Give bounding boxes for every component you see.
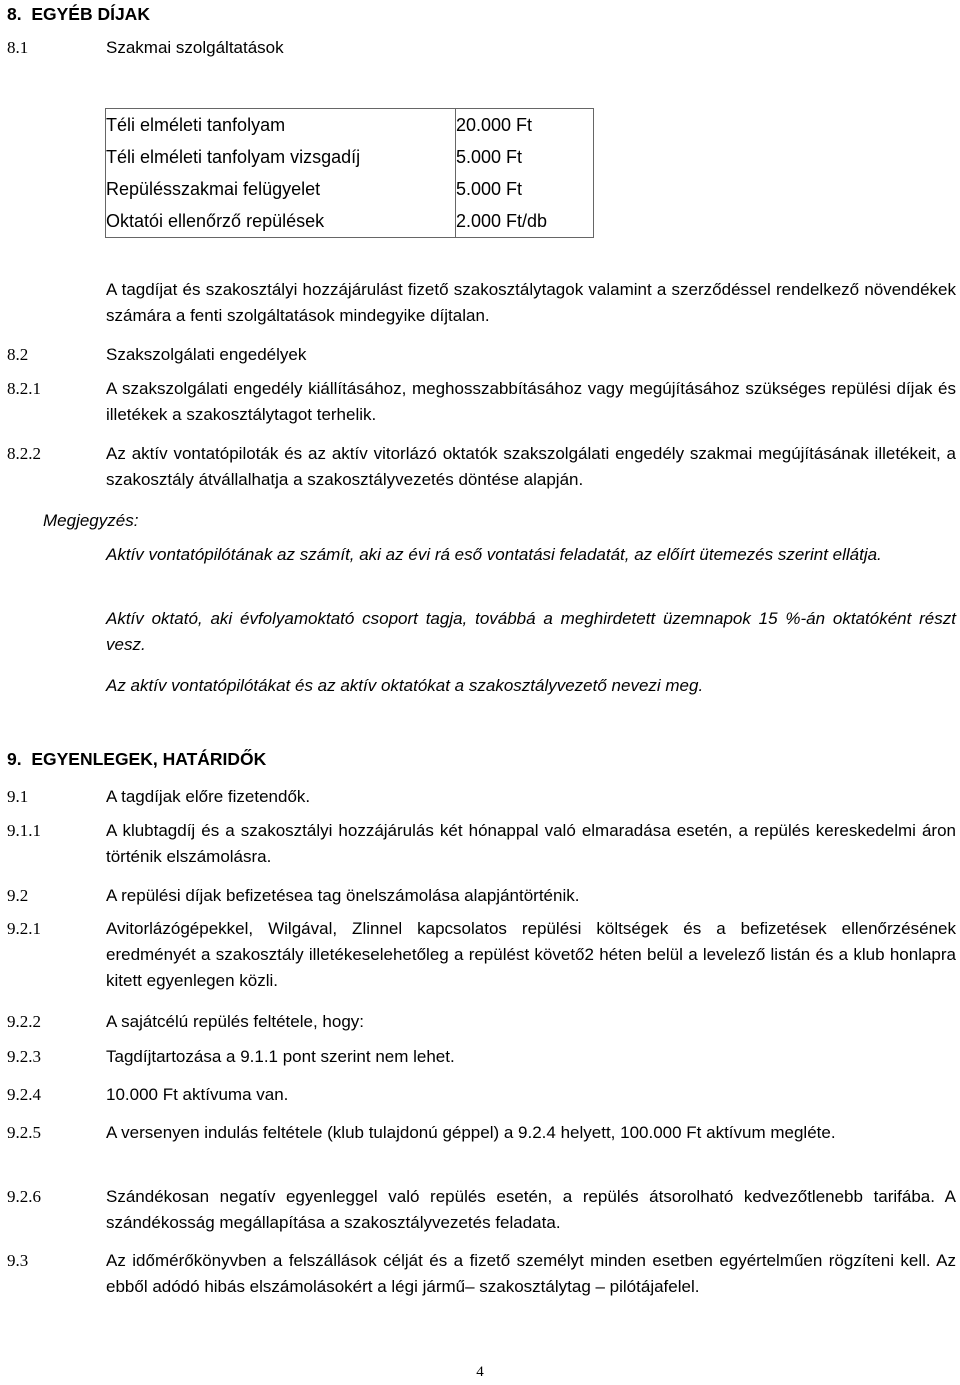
item-text: 10.000 Ft aktívuma van. bbox=[106, 1085, 289, 1104]
remark-paragraph: Az aktív vontatópilótákat és az aktív oktatókat a szakosztályvezető nevezi meg. bbox=[106, 676, 704, 695]
item-text: A repülési díjak befizetésea tag önelszámolása alapjántörténik. bbox=[106, 886, 580, 905]
item-number: 9.2.3 bbox=[7, 1047, 41, 1066]
item-8-2-1-text: A szakszolgálati engedély kiállításához, meghosszabbításához vagy megújításához szükséges repülési díjak és illetékek a szakosztálytagot terhelik. bbox=[106, 379, 956, 424]
remark-label: Megjegyzés: bbox=[43, 511, 139, 530]
item-number: 9.3 bbox=[7, 1251, 29, 1270]
fee-name: Téli elméleti tanfolyam vizsgadíj bbox=[106, 147, 361, 167]
item-text: A tagdíjak előre fizetendők. bbox=[106, 787, 311, 806]
item-8-2-2-number: 8.2.2 bbox=[7, 444, 41, 463]
fees-table bbox=[105, 108, 594, 238]
item-number: 9.1.1 bbox=[7, 821, 41, 840]
fee-name: Téli elméleti tanfolyam bbox=[106, 115, 286, 135]
item-text: Tagdíjtartozása a 9.1.1 pont szerint nem lehet. bbox=[106, 1047, 455, 1066]
fee-name: Repülésszakmai felügyelet bbox=[106, 179, 321, 199]
fee-price: 5.000 Ft bbox=[456, 179, 523, 199]
fees-row bbox=[106, 109, 594, 238]
page-number: 4 bbox=[476, 1364, 484, 1380]
item-text: A versenyen indulás feltétele (klub tulajdonú géppel) a 9.2.4 helyett, 100.000 Ft aktívum megléte. bbox=[106, 1123, 836, 1142]
remark-paragraph: Aktív oktató, aki évfolyamoktató csoport tagja, továbbá a meghirdetett üzemnapok 15 %-án oktatóként részt vesz. bbox=[106, 609, 956, 654]
fee-names-cell bbox=[106, 109, 456, 238]
item-text: Szándékosan negatív egyenleggel való repülés esetén, a repülés átsorolható kedvezőtlenebb tarifába. A szándékosság megállapítása a szakosztályvezetés feladata. bbox=[106, 1187, 956, 1232]
item-number: 9.2.1 bbox=[7, 919, 41, 938]
item-text: A klubtagdíj és a szakosztályi hozzájárulás két hónappal való elmaradása esetén, a repülés kereskedelmi áron történik elszámolásra. bbox=[106, 821, 956, 866]
item-number: 9.2.4 bbox=[7, 1085, 41, 1104]
section-8-1-number: 8.1 bbox=[7, 38, 29, 57]
item-text: Az időmérőkönyvben a felszállások célját és a fizető személyt minden esetben egyértelműen rögzíteni kell. Az ebből adódó hibás elszámolásokért a légi jármű– szakosztálytag – pilótájafelel. bbox=[106, 1251, 956, 1296]
item-number: 9.2.2 bbox=[7, 1012, 41, 1031]
fee-prices-cell bbox=[456, 109, 594, 238]
item-8-2-1-number: 8.2.1 bbox=[7, 379, 41, 398]
free-services-note: A tagdíjat és szakosztályi hozzájárulást fizető szakosztálytagok valamint a szerződéssel rendelkező növendékek számára a fenti szolgáltatások mindegyike díjtalan. bbox=[106, 280, 956, 325]
item-number: 9.2.5 bbox=[7, 1123, 41, 1142]
fee-price: 20.000 Ft bbox=[456, 115, 533, 135]
item-8-2-2-text: Az aktív vontatópiloták és az aktív vitorlázó oktatók szakszolgálati engedély szakmai megújításának illetékeit, a szakosztály átvállalhatja a szakosztályvezetés döntése alapján. bbox=[106, 444, 956, 489]
section-8-heading: 8. EGYÉB DÍJAK bbox=[7, 4, 150, 24]
section-8-1-title: Szakmai szolgáltatások bbox=[106, 38, 284, 57]
item-text: A sajátcélú repülés feltétele, hogy: bbox=[106, 1012, 364, 1031]
section-9-heading: 9. EGYENLEGEK, HATÁRIDŐK bbox=[7, 749, 267, 769]
fee-price: 2.000 Ft/db bbox=[456, 211, 548, 231]
fee-price: 5.000 Ft bbox=[456, 147, 523, 167]
section-8-2-number: 8.2 bbox=[7, 345, 29, 364]
fee-name: Oktatói ellenőrző repülések bbox=[106, 211, 325, 231]
item-number: 9.2.6 bbox=[7, 1187, 41, 1206]
remark-paragraph: Aktív vontatópilótának az számít, aki az évi rá eső vontatási feladatát, az előírt ütemezés szerint ellátja. bbox=[106, 545, 882, 564]
item-number: 9.2 bbox=[7, 886, 29, 905]
section-8-2-title: Szakszolgálati engedélyek bbox=[106, 345, 307, 364]
item-number: 9.1 bbox=[7, 787, 29, 806]
item-text: Avitorlázógépekkel, Wilgával, Zlinnel kapcsolatos repülési költségek és a befizetések ellenőrzésének eredményét a szakosztály illetékeselehetőleg a repülést követő2 héten belül a levelező listán és a klub honlapra kitett egyenlegen közli. bbox=[106, 919, 956, 990]
